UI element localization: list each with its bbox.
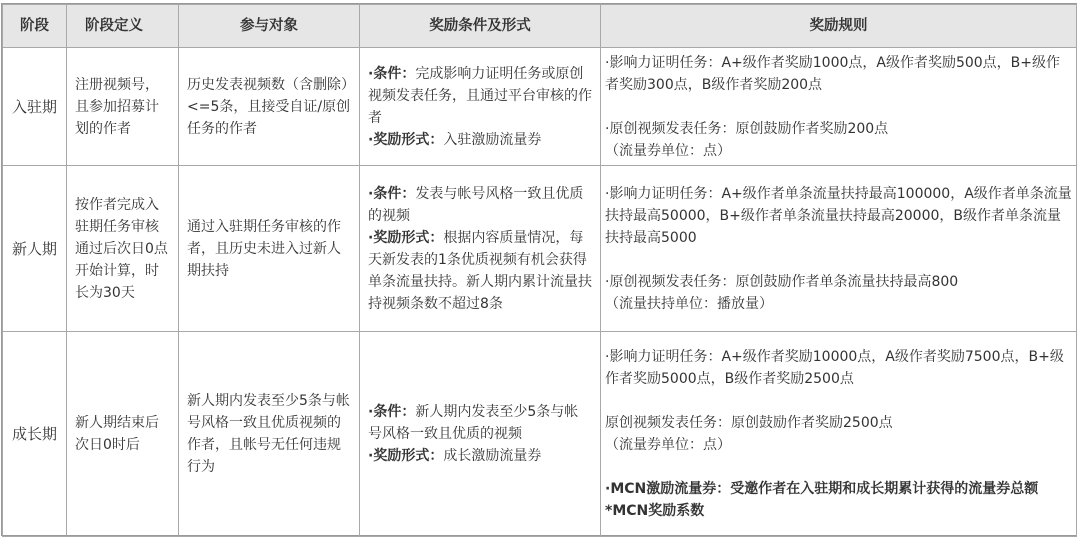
form-line — [368, 129, 592, 151]
table-row — [3, 166, 1077, 332]
header-rules: 奖励规则 — [601, 5, 1077, 48]
reward-table-frame — [1, 3, 1077, 536]
form-line — [368, 227, 592, 315]
definition-cell: 注册视频号，且参加招募计划的作者 — [67, 48, 179, 166]
rules-influence: ·影响力证明任务：A+级作者奖励10000点，A级作者奖励7500点，B+级作者奖励5000点，B级作者奖励2500点 — [605, 349, 1064, 387]
form-text: 成长激励流量券 — [443, 448, 542, 464]
rules-unit: （流量券单位：点） — [605, 142, 731, 159]
header-definition: 阶段定义 — [67, 5, 179, 48]
conditions-cell — [360, 332, 601, 537]
stage-cell: 入驻期 — [3, 48, 67, 166]
participants-cell: 新人期内发表至少5条与帐号风格一致且优质视频的作者，且帐号无任何违规行为 — [179, 332, 360, 537]
stage-cell: 新人期 — [3, 166, 67, 332]
rules-original: ·原创视频发表任务：原创鼓励作者单条流量扶持最高800 — [605, 273, 959, 290]
stage-cell: 成长期 — [3, 332, 67, 537]
header-stage: 阶段 — [3, 5, 67, 48]
reward-table — [2, 4, 1077, 537]
condition-label: ·条件： — [368, 185, 416, 202]
form-label: ·奖励形式： — [368, 229, 444, 246]
form-label: ·奖励形式： — [368, 448, 444, 464]
rules-original: 原创视频发表任务：原创鼓励作者奖励2500点 — [605, 415, 893, 431]
table-row — [3, 332, 1077, 537]
condition-line — [368, 401, 592, 445]
condition-text: 完成影响力证明任务或原创视频发表任务，且通过平台审核的作者 — [368, 65, 592, 126]
definition-cell: 新人期结束后次日0时后 — [67, 332, 179, 537]
conditions-cell — [360, 48, 601, 166]
rules-unit: （流量扶持单位：播放量） — [605, 295, 773, 312]
rules-influence: ·影响力证明任务：A+级作者奖励1000点，A级作者奖励500点，B+级作者奖励300点，B级作者奖励200点 — [605, 54, 1061, 93]
form-label: ·奖励形式： — [368, 131, 444, 148]
rules-unit: （流量券单位：点） — [605, 437, 731, 453]
definition-cell: 按作者完成入驻期任务审核通过后次日0点开始计算，时长为30天 — [67, 166, 179, 332]
rules-cell — [601, 48, 1077, 166]
condition-label: ·条件： — [368, 65, 416, 82]
rules-mcn: ·MCN激励流量券：受邀作者在入驻期和成长期累计获得的流量券总额 *MCN奖励系数 — [605, 481, 1039, 519]
rules-original: ·原创视频发表任务：原创鼓励作者奖励200点 — [605, 120, 889, 137]
condition-text: 新人期内发表至少5条与帐号风格一致且优质的视频 — [368, 404, 579, 442]
condition-text: 发表与帐号风格一致且优质的视频 — [368, 185, 584, 224]
participants-cell: 通过入驻期任务审核的作者，且历史未进入过新人期扶持 — [179, 166, 360, 332]
form-text: 根据内容质量情况，每天新发表的1条优质视频有机会获得单条流量扶持。新人期内累计流量扶持视频条数不超过8条 — [368, 229, 592, 312]
form-text: 入驻激励流量券 — [443, 131, 542, 148]
header-conditions: 奖励条件及形式 — [360, 5, 601, 48]
rules-influence: ·影响力证明任务：A+级作者单条流量扶持最高100000，A级作者单条流量扶持最高50000，B+级作者单条流量扶持最高20000，B级作者单条流量扶持最高5000 — [605, 185, 1072, 246]
rules-cell — [601, 166, 1077, 332]
participants-cell: 历史发表视频数（含删除）<=5条，且接受自证/原创任务的作者 — [179, 48, 360, 166]
condition-line — [368, 63, 592, 129]
condition-line — [368, 183, 592, 227]
form-line — [368, 445, 592, 467]
conditions-cell — [360, 166, 601, 332]
header-row — [3, 5, 1077, 48]
header-participants: 参与对象 — [179, 5, 360, 48]
table-row — [3, 48, 1077, 166]
condition-label: ·条件： — [368, 404, 416, 420]
rules-cell — [601, 332, 1077, 537]
